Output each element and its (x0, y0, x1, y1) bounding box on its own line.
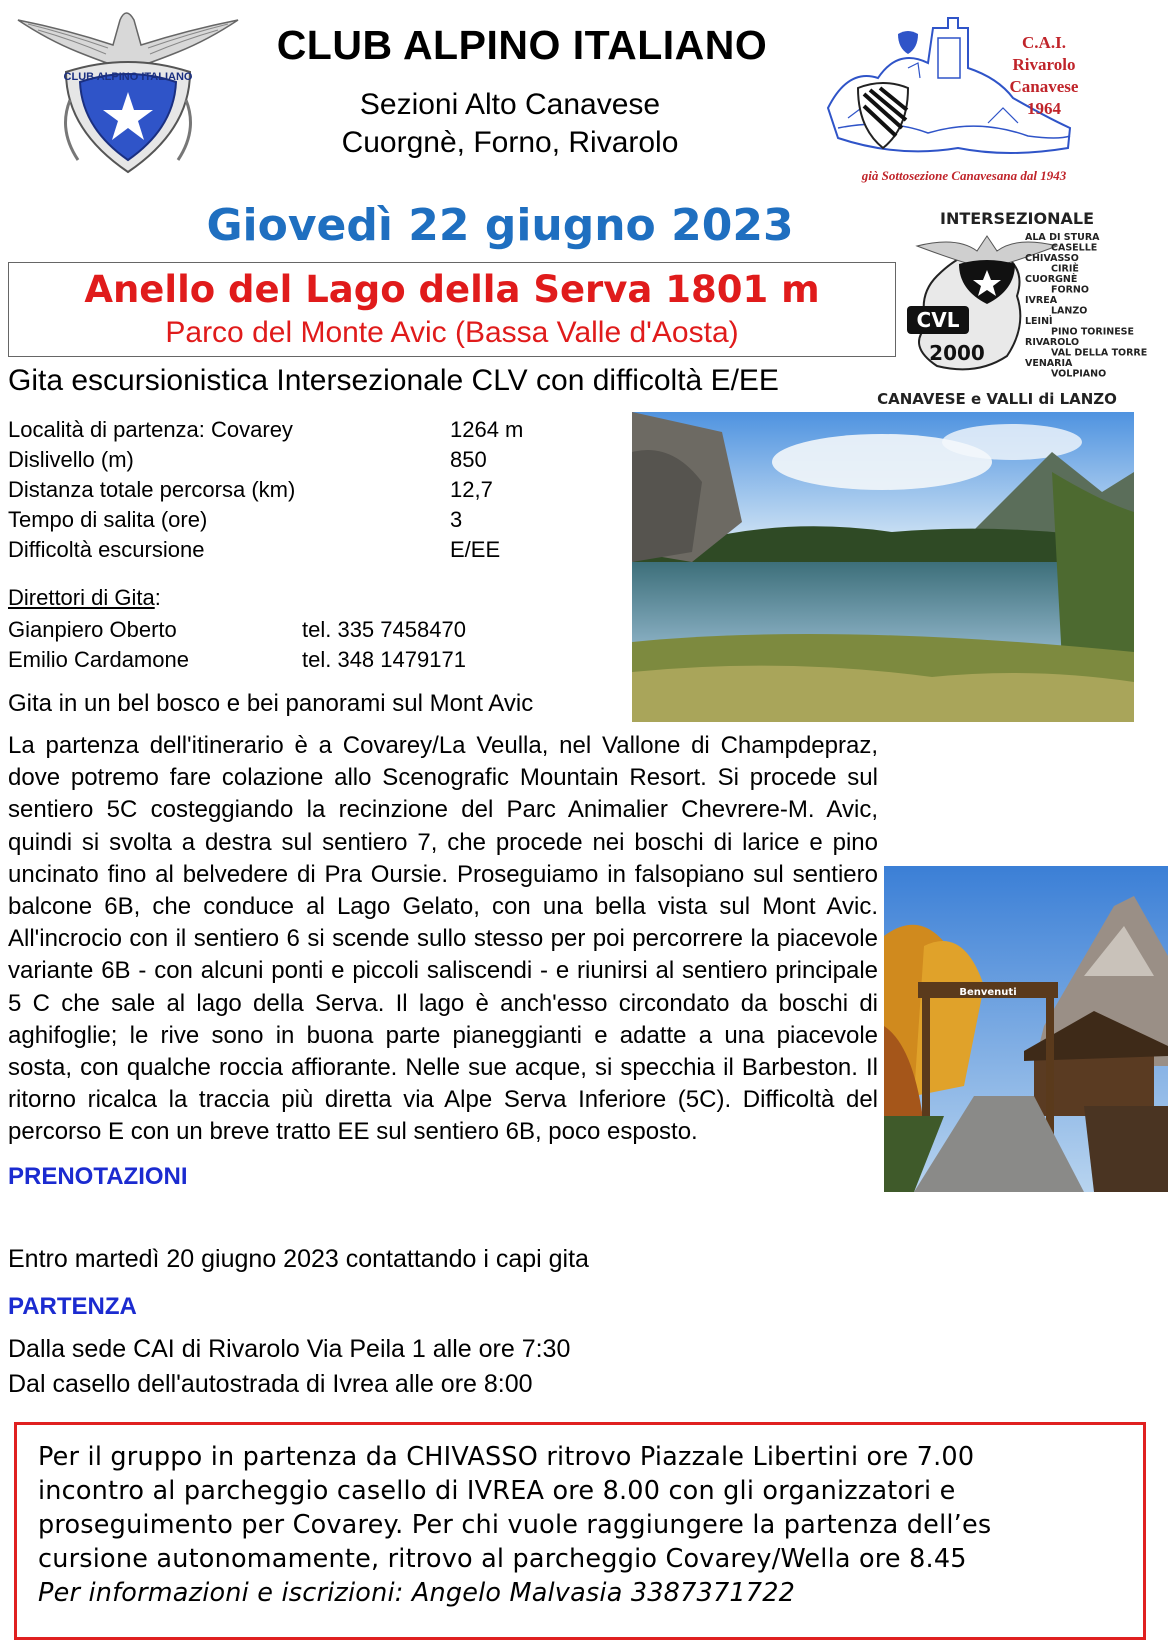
cai-rivarolo-logo (808, 8, 1128, 190)
inter-logo-title: INTERSEZIONALE (939, 209, 1095, 228)
event-date: Giovedì 22 giugno 2023 (206, 200, 794, 251)
detail-label-start: Località di partenza: Covarey (8, 417, 293, 442)
inter-logo-town: RIVAROLO (1025, 337, 1080, 348)
notice-line-1: Per il gruppo in partenza da CHIVASSO ritrovo Piazzale Libertini ore 7.00 (38, 1442, 975, 1472)
notice-line-2: incontro al parcheggio casello di IVREA ore 8.00 con gli organizzatori e (38, 1476, 956, 1506)
inter-logo-town: CUORGNÈ (1025, 274, 1078, 285)
bookings-text: Entro martedì 20 giugno 2023 contattando i capi gita (8, 1245, 589, 1273)
directors-heading-text: Direttori di Gita (8, 585, 155, 610)
inter-logo-town: IVREA (1025, 295, 1058, 306)
detail-value-distance: 12,7 (450, 477, 493, 502)
detail-value-elevation: 850 (450, 447, 487, 472)
directors-heading-colon: : (154, 585, 161, 610)
logo-text: CLUB ALPINO ITALIANO (63, 71, 193, 83)
detail-label-elevation: Dislivello (m) (8, 447, 134, 472)
inter-logo-bottom: CANAVESE e VALLI di LANZO (877, 390, 1117, 408)
rivarolo-logo-line-2: Rivarolo (1012, 55, 1076, 74)
detail-label-distance: Distanza totale percorsa (km) (8, 477, 296, 502)
notice-line-4: cursione autonomamente, ritrovo al parcheggio Covarey/Wella ore 8.45 (38, 1544, 967, 1574)
departure-line-2: Dal casello dell'autostrada di Ivrea alle ore 8:00 (8, 1370, 533, 1398)
inter-logo-town: ALA DI STURA (1025, 232, 1100, 243)
rivarolo-logo-line-1: C.A.I. (1022, 33, 1066, 52)
directors-heading (8, 585, 161, 611)
inter-logo-town: CASELLE (1051, 242, 1098, 254)
detail-value-time: 3 (450, 507, 463, 532)
notice-line-3: proseguimento per Covarey. Per chi vuole raggiungere la partenza dell’es (38, 1510, 992, 1540)
detail-value-difficulty: E/EE (450, 537, 501, 562)
intersezionale-logo (877, 206, 1148, 412)
inter-logo-town: VOLPIANO (1051, 368, 1107, 380)
inter-logo-town: PINO TORINESE (1051, 326, 1135, 338)
village-sign: Benvenuti (959, 987, 1017, 998)
detail-label-difficulty: Difficoltà escursione (8, 537, 205, 562)
inter-logo-town: LANZO (1051, 305, 1088, 317)
sections-line-1: Sezioni Alto Canavese (359, 88, 661, 121)
club-title: CLUB ALPINO ITALIANO (276, 22, 768, 68)
village-photo (884, 866, 1168, 1192)
inter-logo-badge: CVL (916, 308, 960, 332)
sections-line-2: Cuorgnè, Forno, Rivarolo (341, 126, 679, 159)
sections-block (280, 86, 740, 162)
notice-contact: Per informazioni e iscrizioni: Angelo Malvasia 3387371722 (38, 1578, 796, 1608)
trip-subtitle: Gita escursionistica Intersezionale CLV con difficoltà E/EE (8, 364, 779, 397)
inter-logo-town: VENARIA (1025, 358, 1073, 369)
tagline: Gita in un bel bosco e bei panorami sul Mont Avic (8, 690, 534, 717)
rivarolo-logo-line-4: 1964 (1027, 99, 1061, 118)
trip-park: Parco del Monte Avic (Bassa Valle d'Aosta) (165, 316, 739, 349)
cai-eagle-logo (8, 0, 248, 185)
director-phone: tel. 348 1479171 (302, 647, 466, 672)
director-name: Emilio Cardamone (8, 647, 189, 672)
inter-logo-town: CIRIÈ (1051, 263, 1079, 275)
rivarolo-logo-caption: già Sottosezione Canavesana dal 1943 (861, 168, 1067, 183)
director-name: Gianpiero Oberto (8, 617, 177, 642)
trip-description-text: La partenza dell'itinerario è a Covarey/La Veulla, nel Vallone di Champdepraz, dove potremo fare colazione allo Scenografic Mountain Resort. Si procede sul sentiero 5C costeggiando la recinzione del Parc Animalier Chevrere-M. Avic, quindi si svolta a destra sul sentiero 7, che procede nei boschi di larice e pino uncinato fino al belvedere di Pra Oursie. Proseguiamo in falsopiano sul sentiero balcone 6B, che conduce al Lago Gelato, con una bella vista sul Mont Avic. All'incrocio con il sentiero 6 si scende sullo stesso per poi percorrere la piacevole variante 6B - con alcuni ponti e piccoli saliscendi - e riunirsi al sentiero principale 5 C che sale al lago della Serva. Il lago è anch'esso circondato da boschi di aghifoglie; le rive sono in buona parte pianeggianti e adatte a una piacevole sosta, con qualche roccia affiorante. Nelle sue acque, si specchia il Barbeston. Il ritorno ricalca la traccia più diretta via Alpe Serva Inferiore (5C). Difficoltà del percorso E con un breve tratto EE sul sentiero 6B, poco esposto. (8, 732, 878, 1146)
inter-logo-year: 2000 (929, 341, 985, 365)
inter-logo-town: FORNO (1051, 284, 1089, 296)
detail-value-start: 1264 m (450, 417, 524, 442)
lake-photo (632, 412, 1134, 722)
inter-logo-town: LEINÌ (1025, 316, 1053, 327)
detail-label-time: Tempo di salita (ore) (8, 507, 208, 532)
bookings-heading: PRENOTAZIONI (8, 1163, 188, 1190)
director-phone: tel. 335 7458470 (302, 617, 466, 642)
departure-line-1: Dalla sede CAI di Rivarolo Via Peila 1 alle ore 7:30 (8, 1335, 571, 1363)
inter-logo-town: VAL DELLA TORRE (1051, 347, 1148, 359)
rivarolo-logo-line-3: Canavese (1009, 77, 1079, 96)
inter-logo-town: CHIVASSO (1025, 253, 1079, 264)
departure-heading: PARTENZA (8, 1293, 137, 1320)
trip-title: Anello del Lago della Serva 1801 m (84, 268, 820, 311)
